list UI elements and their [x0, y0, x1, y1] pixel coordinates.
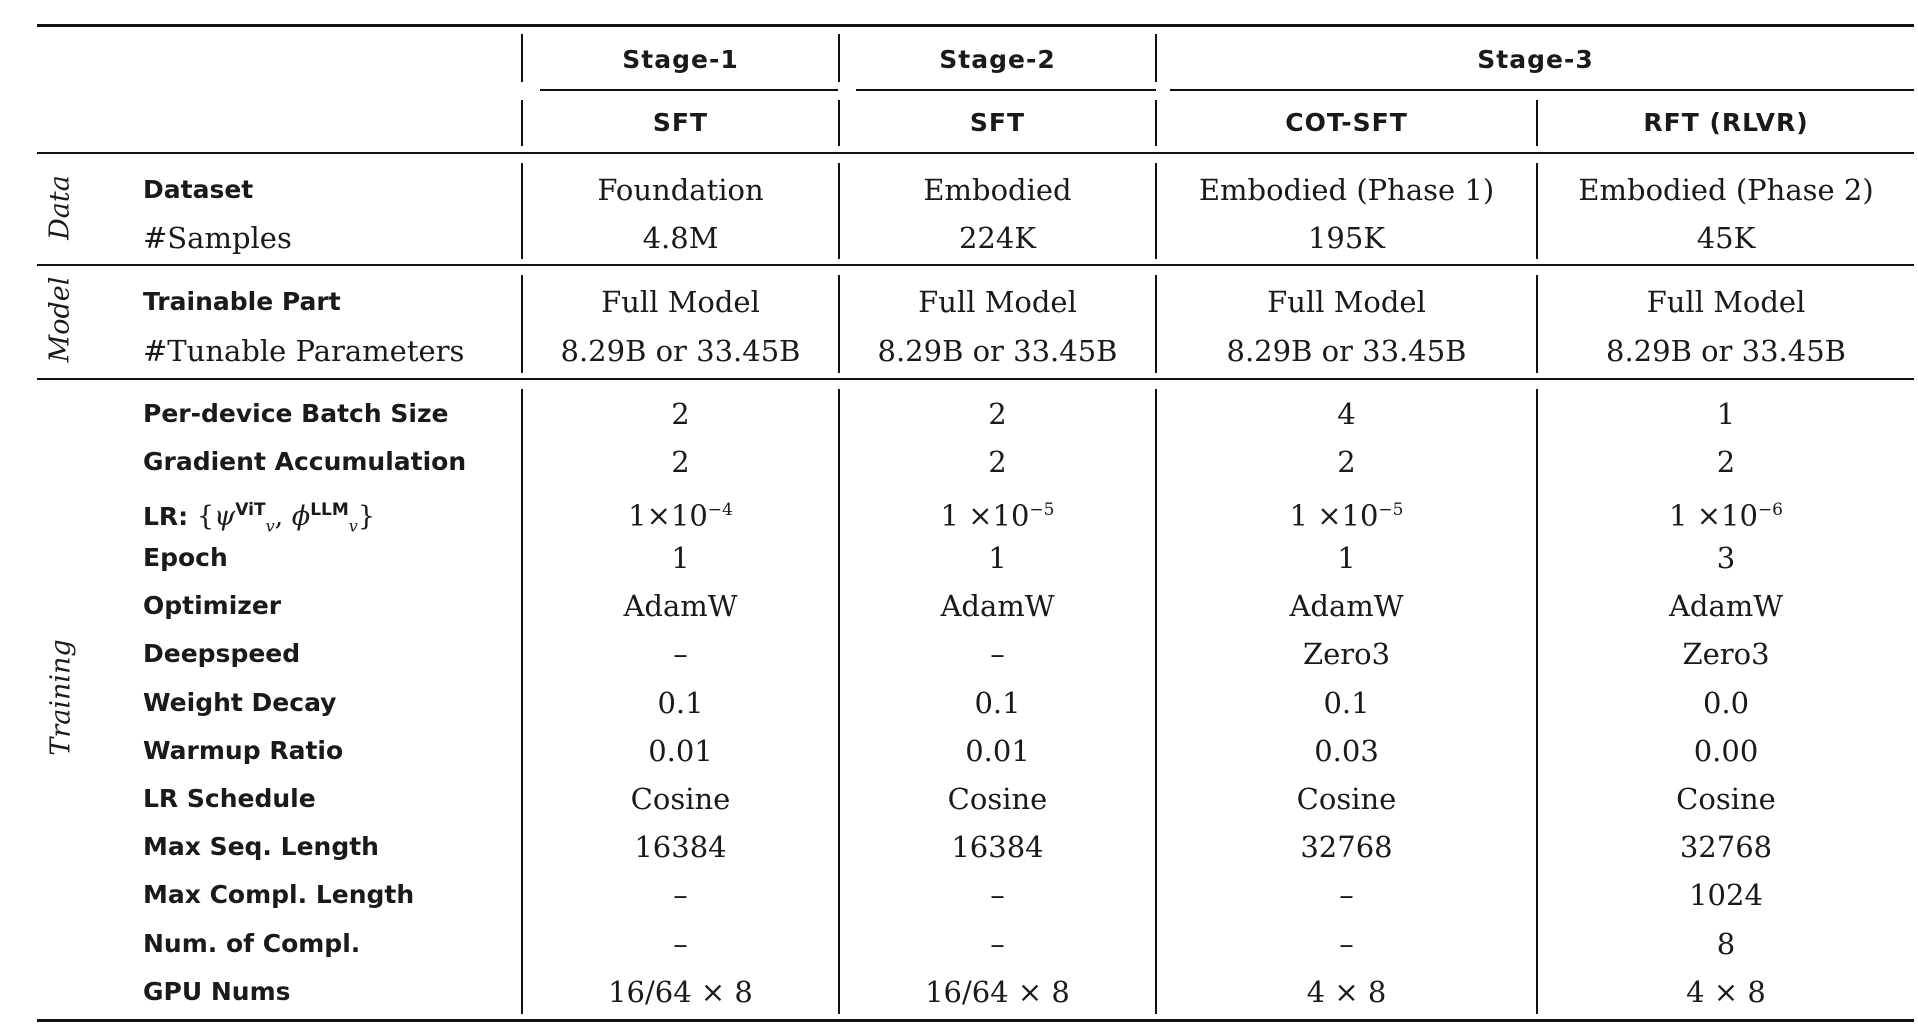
method-header: COT-SFT	[1285, 108, 1408, 137]
table-cell: 0.01	[965, 734, 1030, 768]
model-group-rule	[37, 378, 1914, 380]
table-cell: 2	[1337, 445, 1356, 479]
top-rule	[37, 24, 1914, 27]
table-cell: 16384	[951, 830, 1044, 864]
table-cell: 1	[671, 541, 690, 575]
row-label: Per-device Batch Size	[143, 399, 449, 428]
llm-superscript: LLM	[310, 500, 349, 520]
vit-superscript: ViT	[235, 500, 266, 520]
stage-2-header: Stage-2	[939, 45, 1056, 74]
table-cell: Cosine	[1296, 782, 1397, 816]
table-cell: 8.29B or 33.45B	[560, 334, 801, 368]
row-label: Deepspeed	[143, 639, 301, 668]
table-cell: 0.1	[1323, 686, 1370, 720]
table-cell: 1024	[1689, 878, 1763, 912]
table-cell: 45K	[1696, 221, 1756, 255]
table-cell: 195K	[1307, 221, 1386, 255]
header-rule	[37, 152, 1914, 154]
table-cell: Zero3	[1682, 637, 1770, 671]
table-cell: 16384	[634, 830, 727, 864]
table-cell: 2	[988, 397, 1007, 431]
row-label: Epoch	[143, 543, 228, 572]
table-cell: 4.8M	[642, 221, 719, 255]
stage-3-header: Stage-3	[1477, 45, 1594, 74]
table-cell: –	[1339, 927, 1354, 961]
v-subscript: v	[348, 516, 358, 536]
table-cell: 3	[1716, 541, 1736, 575]
table-cell: Full Model	[1646, 285, 1806, 319]
table-cell: Cosine	[947, 782, 1048, 816]
table-cell: Zero3	[1302, 637, 1391, 671]
table-cell: AdamW	[1289, 589, 1404, 623]
table-cell: AdamW	[623, 589, 738, 623]
psi-symbol: ψ	[214, 501, 236, 532]
table-cell: 0.00	[1693, 734, 1759, 768]
table-cell: Cosine	[630, 782, 731, 816]
table-cell: $1 \times 10^{-5}$	[940, 498, 1055, 533]
data-group-rule	[37, 264, 1914, 266]
table-cell: 8	[1716, 927, 1736, 961]
table-cell: –	[673, 637, 688, 671]
row-label: Optimizer	[143, 591, 282, 620]
table-cell: 8.29B or 33.45B	[1226, 334, 1467, 368]
table-cell: 4	[1337, 397, 1356, 431]
table-cell: Foundation	[597, 173, 764, 207]
row-label: Trainable Part	[143, 287, 341, 316]
stage-3-cmidrule	[1170, 89, 1914, 91]
table-cell: $1 \times 10^{-5}$	[1289, 498, 1404, 533]
table-cell: 32768	[1679, 830, 1773, 864]
table-cell: –	[673, 927, 688, 961]
row-label: #Tunable Parameters	[143, 334, 465, 368]
row-label: Weight Decay	[143, 688, 337, 717]
row-label: Dataset	[143, 175, 254, 204]
stage-2-cmidrule	[856, 89, 1156, 91]
table-cell: 32768	[1300, 830, 1393, 864]
table-cell: –	[1339, 878, 1354, 912]
method-header: SFT	[969, 108, 1026, 137]
table-cell: –	[990, 878, 1005, 912]
table-cell: Full Model	[918, 285, 1077, 319]
table-cell: –	[990, 637, 1005, 671]
group-label-data: Data	[44, 175, 76, 240]
table-cell: AdamW	[1668, 589, 1784, 623]
stage-1-header: Stage-1	[622, 45, 739, 74]
table-cell: 0.1	[974, 686, 1021, 720]
table-cell: –	[990, 927, 1005, 961]
table-cell: 8.29B or 33.45B	[877, 334, 1118, 368]
v-subscript: v	[265, 516, 275, 536]
row-label: Max Seq. Length	[143, 832, 379, 861]
table-cell: $1 \times 10^{-6}$	[1669, 498, 1783, 533]
stage-1-cmidrule	[540, 89, 838, 91]
table-cell: 1	[1337, 541, 1356, 575]
row-label: Warmup Ratio	[143, 736, 344, 765]
table-cell: Full Model	[1267, 285, 1426, 319]
row-label: Max Compl. Length	[143, 880, 415, 909]
group-label-model: Model	[44, 276, 76, 363]
row-label: GPU Nums	[143, 977, 291, 1006]
table-cell: $1\times 10^{-4}$	[628, 498, 733, 533]
table-cell: 8.29B or 33.45B	[1606, 334, 1846, 368]
table-cell: Embodied	[923, 173, 1072, 207]
lr-label-math: {$\psi^{ViT}_v$, $\phi^{LLM}_v$}	[196, 500, 376, 536]
method-header: SFT	[652, 108, 709, 137]
table-cell: 0.0	[1702, 686, 1750, 720]
table-cell: 0.01	[648, 734, 713, 768]
table-cell: Embodied (Phase 1)	[1198, 173, 1495, 207]
table-cell: AdamW	[940, 589, 1055, 623]
table-cell: Full Model	[601, 285, 760, 319]
lr-label-prefix: LR:	[143, 502, 189, 531]
table-cell: 1	[1716, 397, 1736, 431]
row-label: LR Schedule	[143, 784, 316, 813]
table-cell: 4 × 8	[1306, 975, 1387, 1009]
table-cell: 2	[988, 445, 1007, 479]
table-cell: 1	[988, 541, 1007, 575]
row-label: Gradient Accumulation	[143, 447, 467, 476]
table-cell: –	[673, 878, 688, 912]
phi-symbol: ϕ	[291, 501, 311, 532]
table-cell: 2	[1716, 445, 1736, 479]
table-cell: 16/64 × 8	[925, 975, 1070, 1009]
table-cell: 224K	[958, 221, 1037, 255]
table-cell: Embodied (Phase 2)	[1578, 173, 1874, 207]
table-cell: 2	[671, 445, 690, 479]
row-label: Num. of Compl.	[143, 929, 361, 958]
bottom-rule	[37, 1019, 1914, 1022]
table-cell: Cosine	[1676, 782, 1776, 816]
method-header: RFT (RLVR)	[1643, 108, 1809, 137]
table-cell: 0.1	[657, 686, 704, 720]
row-label-learning-rate	[143, 486, 375, 534]
table-cell: 4 × 8	[1686, 975, 1766, 1009]
table-cell: 2	[671, 397, 690, 431]
group-label-training: Training	[45, 639, 77, 756]
table-cell: 0.03	[1314, 734, 1379, 768]
row-label: #Samples	[143, 221, 292, 255]
table-cell: 16/64 × 8	[608, 975, 753, 1009]
